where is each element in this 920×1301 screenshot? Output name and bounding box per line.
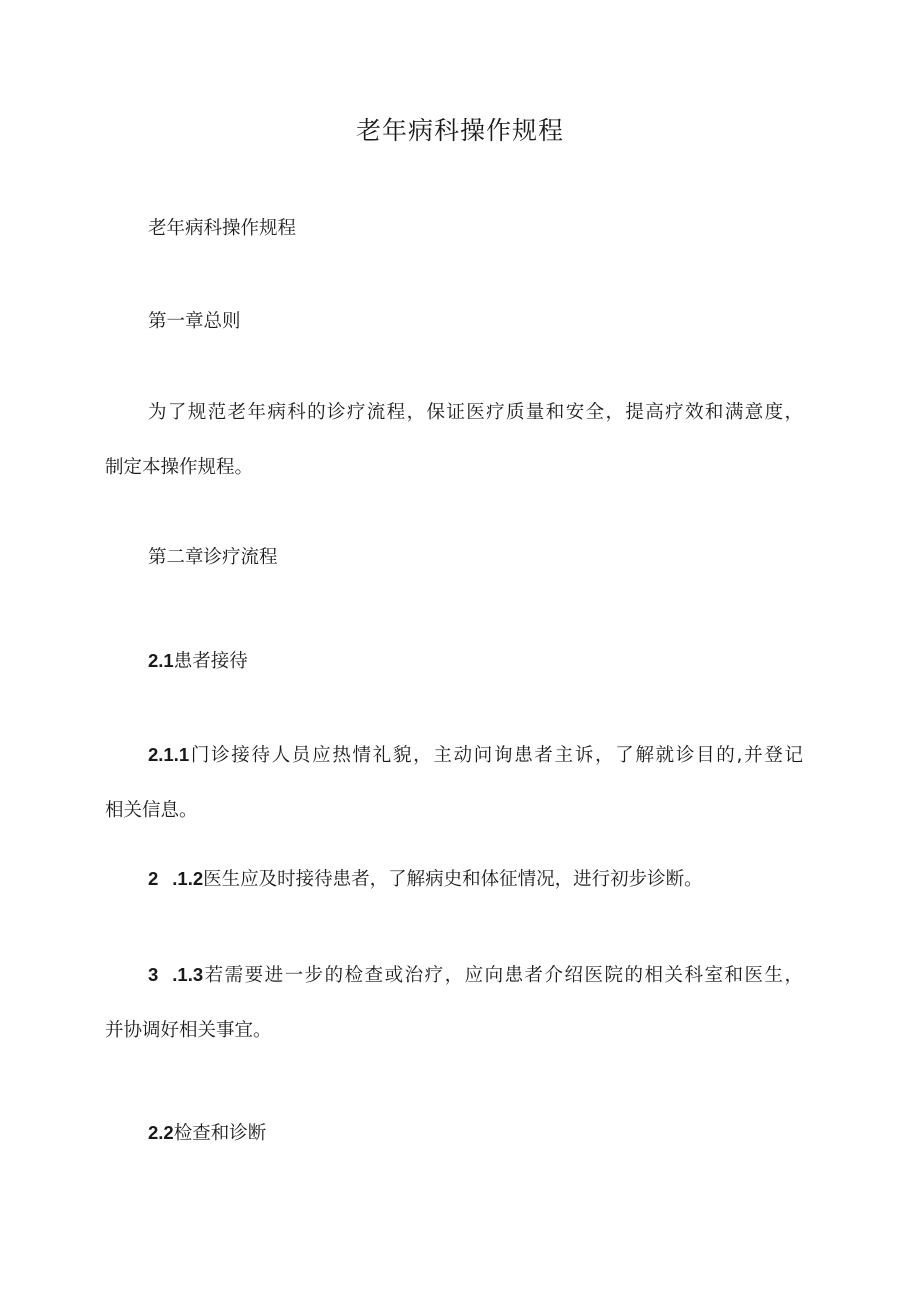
section-text: 检查和诊断 [173, 1123, 267, 1144]
section-2-1-heading [148, 648, 248, 675]
item-prefix: 3 [148, 964, 159, 985]
item-prefix: 2 [148, 868, 159, 889]
chapter-1-paragraph-line-2: 制定本操作规程。 [105, 457, 254, 478]
item-text: 门诊接待人员应热情礼貌，主动问询患者主诉，了解就诊目的,并登记 [189, 745, 803, 766]
chapter-1-heading: 第一章总则 [148, 311, 241, 332]
section-2-2-heading [148, 1120, 266, 1147]
chapter-1-paragraph-line-1: 为了规范老年病科的诊疗流程，保证医疗质量和安全，提高疗效和满意度， [148, 402, 803, 423]
item-2-1-2 [148, 866, 703, 893]
item-2-1-1-line-1 [148, 742, 803, 769]
item-2-1-1-line-2: 相关信息。 [105, 800, 198, 821]
item-number: 2.1.1 [148, 744, 190, 765]
section-number: 2.1 [148, 650, 174, 671]
item-number: .1.3 [172, 964, 204, 985]
item-number: .1.2 [172, 868, 204, 889]
document-title: 老年病科操作规程 [355, 116, 564, 145]
item-2-1-3-line-1 [148, 962, 803, 989]
document-subtitle: 老年病科操作规程 [148, 218, 297, 239]
section-text: 患者接待 [173, 651, 248, 672]
section-number: 2.2 [148, 1122, 174, 1143]
item-2-1-3-line-2: 并协调好相关事宜。 [105, 1020, 272, 1041]
chapter-2-heading: 第二章诊疗流程 [148, 547, 278, 568]
item-text: 医生应及时接待患者，了解病史和体征情况，进行初步诊断。 [203, 869, 703, 890]
item-text: 若需要进一步的检查或治疗，应向患者介绍医院的相关科室和医生， [203, 965, 803, 986]
